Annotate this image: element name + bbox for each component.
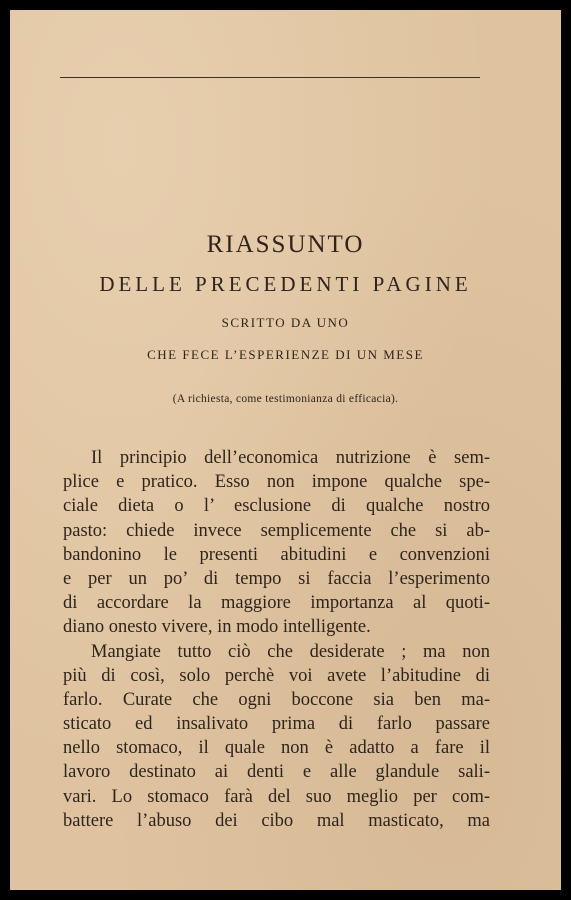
text-line: ciale dieta o l’ esclusione di qualche nostro — [63, 496, 490, 517]
text-line: sticato ed insalivato prima di farlo passare — [63, 714, 490, 735]
text-line: vari. Lo stomaco farà del suo meglio per com- — [63, 786, 490, 807]
text-line: di accordare la maggiore importanza al quoti- — [63, 593, 490, 614]
text-line: diano onesto vivere, in modo intelligente. — [63, 617, 371, 638]
text-line: nello stomaco, il quale non è adatto a fare il — [63, 738, 490, 759]
top-rule — [60, 77, 480, 78]
text-line: battere l’abuso dei cibo mal masticato, ma — [63, 810, 490, 831]
text-line: plice e pratico. Esso non impone qualche spe- — [63, 472, 490, 493]
page-subtitle: DELLE PRECEDENTI PAGINE — [99, 272, 472, 296]
byline-secondary: CHE FECE L’ESPERIENZE DI UN MESE — [147, 347, 424, 362]
text-line: lavoro destinato ai denti e alle glandule sali- — [63, 762, 490, 783]
editorial-note: (A richiesta, come testimonianza di efficacia). — [172, 393, 399, 405]
text-line: Mangiate tutto ciò che desiderate ; ma non — [91, 641, 490, 662]
text-line: più di così, solo perchè voi avete l’abitudine di — [63, 665, 490, 686]
text-line: pasto: chiede invece semplicemente che si ab- — [63, 520, 490, 541]
page-title: RIASSUNTO — [206, 231, 365, 258]
byline: SCRITTO DA UNO — [221, 315, 350, 330]
text-line: farlo. Curate che ogni boccone sia ben ma- — [63, 689, 490, 710]
text-line: e per un po’ di tempo si faccia l’esperimento — [63, 568, 490, 589]
book-page — [10, 10, 561, 890]
text-line: Il principio dell’economica nutrizione è sem- — [91, 448, 490, 468]
text-line: bandonino le presenti abitudini e convenzioni — [63, 544, 490, 565]
body-text — [63, 446, 490, 833]
